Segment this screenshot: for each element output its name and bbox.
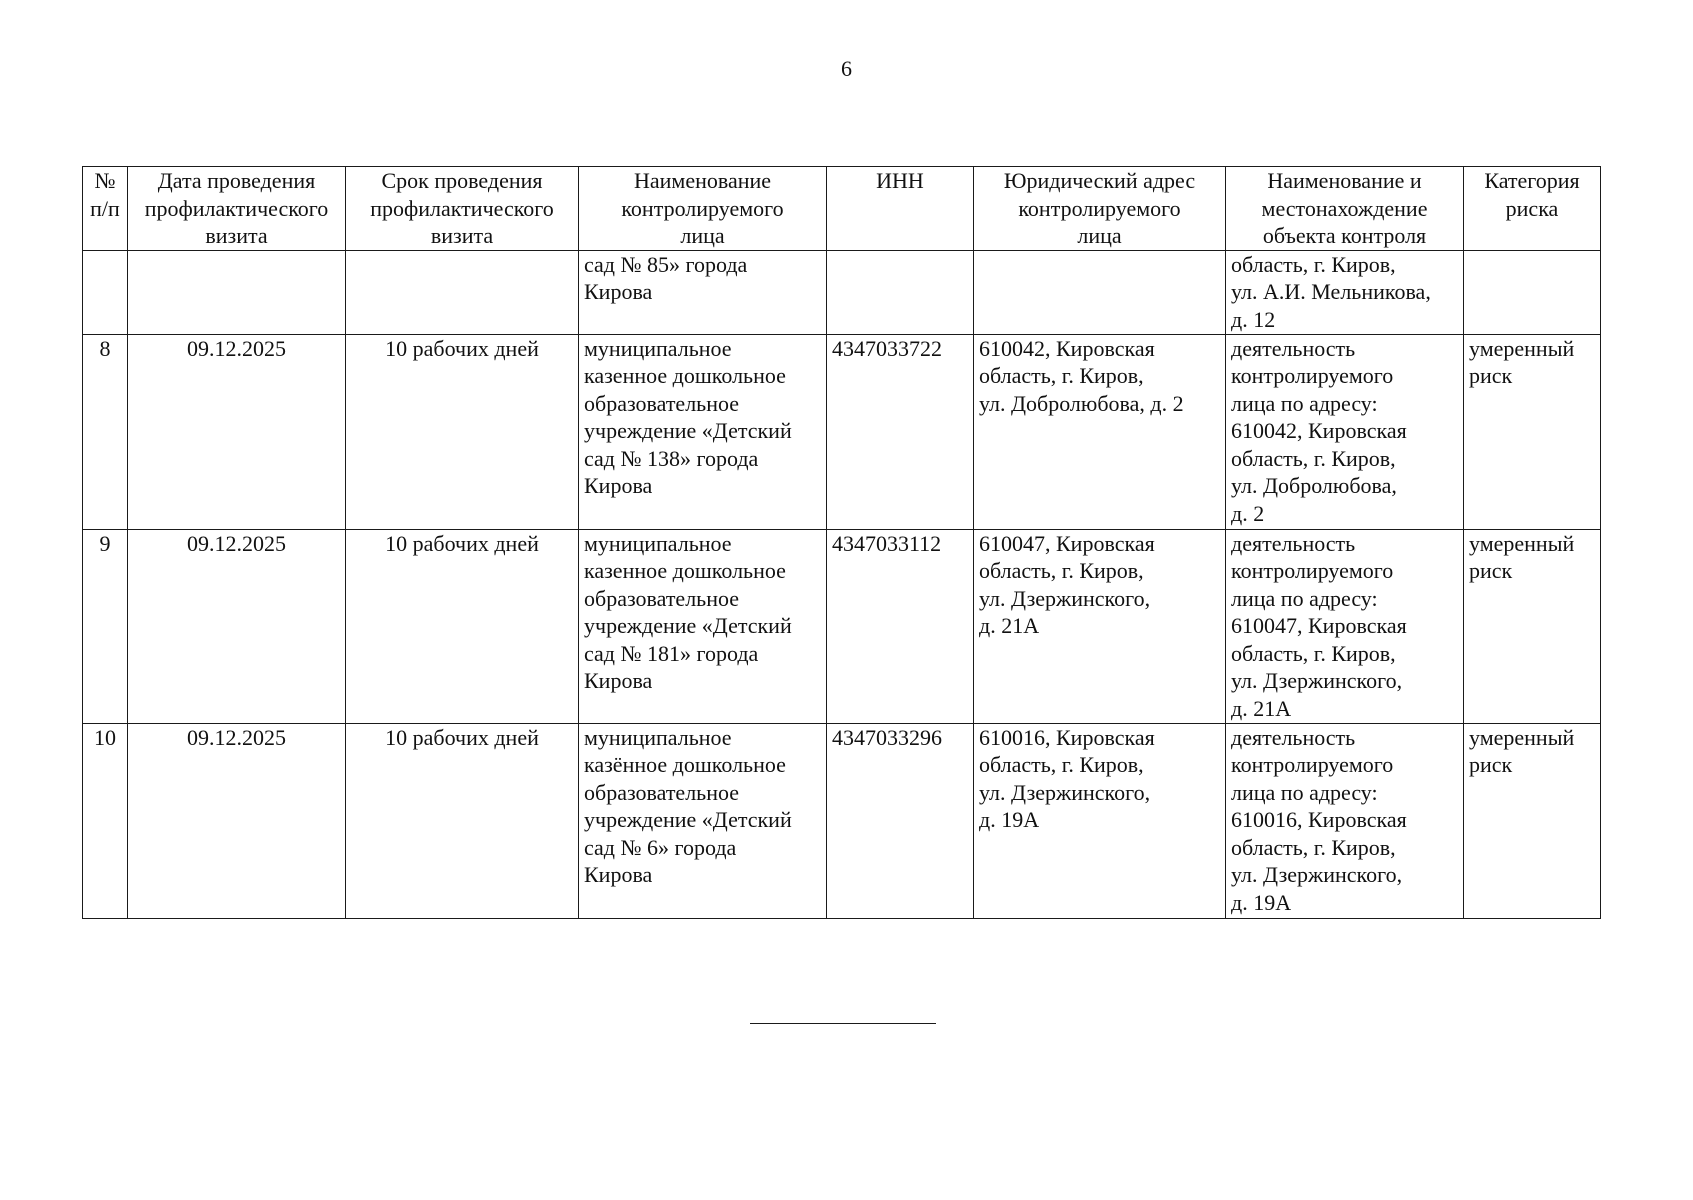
cell-line: д. 19А xyxy=(979,807,1040,832)
cell-line: ул. Дзержинского, xyxy=(1231,668,1403,693)
cell-object xyxy=(1226,529,1464,723)
cell-line: ул. Дзержинского, xyxy=(1231,862,1403,887)
header-visit-date xyxy=(128,167,346,251)
cell-line: казённое дошкольное xyxy=(584,752,786,777)
cell-line: ул. Добролюбова, xyxy=(1231,473,1397,498)
cell-line: казенное дошкольное xyxy=(584,363,786,388)
cell-line: ул. Дзержинского, xyxy=(979,779,1151,805)
header-object xyxy=(1226,167,1464,251)
cell-line: профилактического xyxy=(370,195,554,221)
cell-line: учреждение «Детский xyxy=(584,807,792,832)
cell-entity-name xyxy=(579,529,827,723)
cell-line: д. 21А xyxy=(1231,695,1292,721)
cell-visit-date: 09.12.2025 xyxy=(128,334,346,529)
cell-line: ИНН xyxy=(876,168,924,193)
cell-line: Кирова xyxy=(584,279,653,304)
cell-legal-address xyxy=(974,529,1226,723)
cell-inn: 4347033722 xyxy=(827,334,974,529)
table-row xyxy=(83,723,1601,918)
cell-line: муниципальное xyxy=(584,530,732,556)
cell-entity-name xyxy=(579,334,827,529)
closing-rule xyxy=(750,1023,936,1024)
cell-legal-address xyxy=(974,250,1226,334)
cell-line: визита xyxy=(205,223,268,248)
cell-line: образовательное xyxy=(584,390,740,416)
cell-risk xyxy=(1464,529,1601,723)
cell-line: визита xyxy=(430,223,494,248)
cell-line: 610047, Кировская xyxy=(1231,613,1407,638)
cell-line: образовательное xyxy=(584,779,740,805)
cell-line: деятельность xyxy=(1231,335,1356,361)
cell-line: риск xyxy=(1469,363,1513,388)
cell-visit-term: 10 рабочих дней xyxy=(346,334,579,529)
cell-line: учреждение «Детский xyxy=(584,418,792,443)
cell-visit-date: 09.12.2025 xyxy=(128,723,346,918)
cell-line: Кирова xyxy=(584,473,653,498)
cell-object xyxy=(1226,723,1464,918)
cell-line: Юридический адрес xyxy=(1003,168,1196,193)
cell-line: область, г. Киров, xyxy=(1231,251,1396,277)
cell-risk xyxy=(1464,250,1601,334)
cell-inn: 4347033112 xyxy=(827,529,974,723)
cell-line: сад № 181» города xyxy=(584,640,759,666)
cell-line: лица по адресу: xyxy=(1231,585,1378,611)
cell-line: сад № 85» города xyxy=(584,251,748,277)
cell-line: ул. А.И. Мельникова, xyxy=(1231,279,1431,304)
cell-inn xyxy=(827,250,974,334)
cell-line: лица xyxy=(1077,223,1122,248)
header-risk xyxy=(1464,167,1601,251)
cell-line: Наименование xyxy=(633,168,772,193)
cell-visit-date xyxy=(128,250,346,334)
cell-line: умеренный xyxy=(1469,530,1575,556)
cell-line: контролируемого xyxy=(621,195,784,221)
cell-line: деятельность xyxy=(1231,530,1356,556)
cell-line: 610016, Кировская xyxy=(979,724,1155,750)
cell-visit-term: 10 рабочих дней xyxy=(346,723,579,918)
cell-line: ул. Добролюбова, д. 2 xyxy=(979,390,1184,416)
page-number: 6 xyxy=(841,56,852,81)
cell-visit-term: 10 рабочих дней xyxy=(346,529,579,723)
cell-line: д. 12 xyxy=(1231,306,1276,332)
header-num xyxy=(83,167,128,251)
cell-line: ул. Дзержинского, xyxy=(979,585,1151,611)
table-row xyxy=(83,529,1601,723)
cell-legal-address xyxy=(974,723,1226,918)
cell-line: Категория xyxy=(1484,168,1580,193)
cell-line: Дата проведения xyxy=(157,168,316,193)
cell-line: муниципальное xyxy=(584,335,732,361)
cell-line: сад № 138» города xyxy=(584,445,759,471)
cell-line: деятельность xyxy=(1231,724,1356,750)
cell-entity-name xyxy=(579,723,827,918)
cell-line: область, г. Киров, xyxy=(979,752,1144,777)
cell-line: учреждение «Детский xyxy=(584,613,792,638)
cell-line: контролируемого xyxy=(1231,363,1394,388)
cell-line: умеренный xyxy=(1469,724,1575,750)
cell-line: Кирова xyxy=(584,862,653,887)
cell-visit-term xyxy=(346,250,579,334)
cell-line: образовательное xyxy=(584,585,740,611)
cell-line: муниципальное xyxy=(584,724,732,750)
cell-line: д. 2 xyxy=(1231,500,1265,526)
cell-num: 10 xyxy=(83,723,128,918)
cell-line: Кирова xyxy=(584,668,653,693)
cell-risk xyxy=(1464,334,1601,529)
cell-line: лица по адресу: xyxy=(1231,779,1378,805)
cell-line: контролируемого xyxy=(1231,752,1394,777)
cell-num: 8 xyxy=(83,334,128,529)
cell-line: д. 21А xyxy=(979,613,1040,638)
inspection-schedule-table xyxy=(82,166,1601,919)
cell-line: умеренный xyxy=(1469,335,1575,361)
cell-line: лица по адресу: xyxy=(1231,390,1378,416)
cell-line: Наименование и xyxy=(1267,168,1422,193)
table-row xyxy=(83,334,1601,529)
cell-line: № xyxy=(94,168,116,193)
cell-line: объекта контроля xyxy=(1262,223,1427,248)
cell-line: область, г. Киров, xyxy=(979,363,1144,388)
cell-line: местонахождение xyxy=(1261,195,1428,221)
cell-line: 610042, Кировская xyxy=(979,335,1155,361)
header-entity-name xyxy=(579,167,827,251)
cell-line: область, г. Киров, xyxy=(1231,834,1396,860)
cell-legal-address xyxy=(974,334,1226,529)
cell-risk xyxy=(1464,723,1601,918)
cell-num xyxy=(83,250,128,334)
cell-line: сад № 6» города xyxy=(584,834,737,860)
cell-line: область, г. Киров, xyxy=(1231,445,1396,471)
table-row-continuation xyxy=(83,250,1601,334)
cell-line: область, г. Киров, xyxy=(1231,640,1396,666)
header-inn xyxy=(827,167,974,251)
cell-line: Срок проведения xyxy=(381,168,543,193)
cell-line: контролируемого xyxy=(1231,558,1394,583)
header-legal-address xyxy=(974,167,1226,251)
cell-line: область, г. Киров, xyxy=(979,558,1144,583)
cell-entity-name xyxy=(579,250,827,334)
cell-line: риск xyxy=(1469,752,1513,777)
cell-line: 610016, Кировская xyxy=(1231,807,1407,832)
cell-num: 9 xyxy=(83,529,128,723)
cell-line: лица xyxy=(680,223,725,248)
cell-line: п/п xyxy=(90,195,120,221)
cell-object xyxy=(1226,334,1464,529)
table-header-row xyxy=(83,167,1601,251)
header-visit-term xyxy=(346,167,579,251)
cell-line: профилактического xyxy=(144,195,329,221)
cell-line: риск xyxy=(1469,558,1513,583)
cell-visit-date: 09.12.2025 xyxy=(128,529,346,723)
cell-object xyxy=(1226,250,1464,334)
cell-inn: 4347033296 xyxy=(827,723,974,918)
cell-line: риска xyxy=(1505,195,1559,221)
cell-line: контролируемого xyxy=(1018,195,1181,221)
cell-line: 610042, Кировская xyxy=(1231,418,1407,443)
cell-line: казенное дошкольное xyxy=(584,558,786,583)
cell-line: д. 19А xyxy=(1231,889,1292,915)
cell-line: 610047, Кировская xyxy=(979,530,1155,556)
